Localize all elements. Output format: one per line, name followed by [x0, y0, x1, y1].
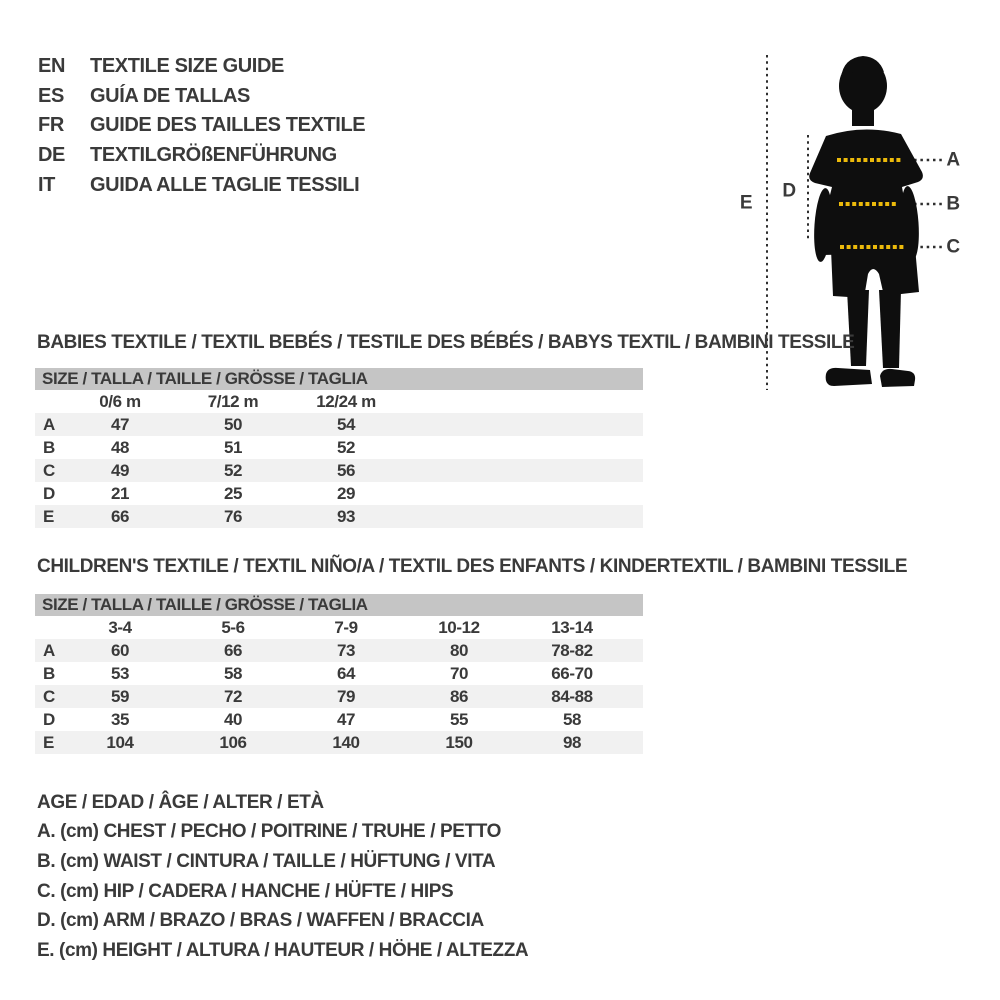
- column-header: 12/24 m: [316, 392, 376, 411]
- cell-value: 66: [110, 507, 130, 526]
- babies-section-title: BABIES TEXTILE / TEXTIL BEBÉS / TESTILE DES BÉBÉS / BABYS TEXTIL / BAMBINI TESSILE: [37, 332, 855, 353]
- cell-value: 48: [110, 438, 130, 457]
- guide-title: TEXTILGRÖßENFÜHRUNG: [90, 144, 337, 167]
- cell-value: 50: [223, 415, 243, 434]
- table-row: [35, 662, 643, 685]
- language-code: FR: [38, 114, 64, 137]
- row-label: A: [43, 641, 55, 660]
- cell-value: 98: [562, 733, 582, 752]
- cell-value: 58: [223, 664, 243, 683]
- cell-value: 104: [106, 733, 134, 752]
- cell-value: 84-88: [551, 687, 593, 706]
- guide-title: GUIDE DES TAILLES TEXTILE: [90, 114, 366, 137]
- cell-value: 25: [223, 484, 243, 503]
- measurement-legend: [37, 788, 528, 966]
- table-row: [35, 436, 643, 459]
- table-row: [35, 505, 643, 528]
- cell-value: 72: [223, 687, 243, 706]
- cell-value: 52: [336, 438, 356, 457]
- guide-title: GUÍA DE TALLAS: [90, 84, 250, 107]
- row-label: B: [43, 438, 55, 457]
- row-label: B: [43, 664, 55, 683]
- cell-value: 93: [336, 507, 356, 526]
- legend-line: A. (cm) CHEST / PECHO / POITRINE / TRUHE / PETTO: [37, 821, 501, 843]
- table-row: [35, 731, 643, 754]
- cell-value: 59: [110, 687, 130, 706]
- cell-value: 79: [336, 687, 356, 706]
- arm-letter: D: [782, 180, 796, 202]
- cell-value: 21: [110, 484, 130, 503]
- cell-value: 56: [336, 461, 356, 480]
- size-header-bar: SIZE / TALLA / TAILLE / GRÖSSE / TAGLIA: [35, 368, 643, 390]
- legend-line: E. (cm) HEIGHT / ALTURA / HAUTEUR / HÖHE / ALTEZZA: [37, 939, 529, 961]
- cell-value: 66-70: [551, 664, 593, 683]
- cell-value: 78-82: [551, 641, 593, 660]
- cell-value: 66: [223, 641, 243, 660]
- column-header-row: [35, 390, 643, 413]
- cell-value: 51: [223, 438, 243, 457]
- column-header: 3-4: [108, 618, 132, 637]
- hip-letter: C: [946, 236, 960, 258]
- column-header-row: [35, 616, 643, 639]
- table-row: [35, 685, 643, 708]
- cell-value: 64: [336, 664, 356, 683]
- row-label: D: [43, 710, 55, 729]
- chest-letter: A: [946, 149, 960, 171]
- row-label: E: [43, 507, 54, 526]
- cell-value: 54: [336, 415, 356, 434]
- language-title-row: [38, 82, 365, 112]
- language-code: EN: [38, 55, 65, 78]
- height-letter: E: [739, 192, 753, 214]
- babies-size-table: [35, 368, 643, 528]
- legend-line: D. (cm) ARM / BRAZO / BRAS / WAFFEN / BRACCIA: [37, 910, 484, 932]
- language-code: IT: [38, 173, 55, 196]
- guide-title: GUIDA ALLE TAGLIE TESSILI: [90, 173, 360, 196]
- column-header: 7/12 m: [207, 392, 259, 411]
- cell-value: 60: [110, 641, 130, 660]
- language-title-row: [38, 111, 365, 141]
- table-row: [35, 639, 643, 662]
- cell-value: 47: [336, 710, 356, 729]
- cell-value: 86: [449, 687, 469, 706]
- table-row: [35, 459, 643, 482]
- column-header: 0/6 m: [99, 392, 141, 411]
- language-code: ES: [38, 84, 64, 107]
- cell-value: 76: [223, 507, 243, 526]
- size-header-bar: SIZE / TALLA / TAILLE / GRÖSSE / TAGLIA: [35, 594, 643, 616]
- column-header: 13-14: [551, 618, 593, 637]
- guide-title: TEXTILE SIZE GUIDE: [90, 55, 284, 78]
- cell-value: 29: [336, 484, 356, 503]
- legend-line: AGE / EDAD / ÂGE / ALTER / ETÀ: [37, 791, 324, 813]
- cell-value: 106: [219, 733, 247, 752]
- cell-value: 150: [445, 733, 473, 752]
- cell-value: 47: [110, 415, 130, 434]
- row-label: C: [43, 687, 55, 706]
- cell-value: 40: [223, 710, 243, 729]
- column-header: 7-9: [334, 618, 358, 637]
- table-row: [35, 708, 643, 731]
- cell-value: 58: [562, 710, 582, 729]
- children-section-title: CHILDREN'S TEXTILE / TEXTIL NIÑO/A / TEXTIL DES ENFANTS / KINDERTEXTIL / BAMBINI TESSILE: [37, 556, 908, 577]
- cell-value: 73: [336, 641, 356, 660]
- column-header: 5-6: [221, 618, 245, 637]
- language-title-row: [38, 141, 365, 171]
- row-label: E: [43, 733, 54, 752]
- language-title-row: [38, 52, 365, 82]
- cell-value: 53: [110, 664, 130, 683]
- legend-line: B. (cm) WAIST / CINTURA / TAILLE / HÜFTUNG / VITA: [37, 850, 496, 872]
- legend-line: C. (cm) HIP / CADERA / HANCHE / HÜFTE / HIPS: [37, 880, 454, 902]
- table-row: [35, 482, 643, 505]
- table-row: [35, 413, 643, 436]
- waist-letter: B: [946, 193, 960, 215]
- row-label: D: [43, 484, 55, 503]
- cell-value: 52: [223, 461, 243, 480]
- row-label: A: [43, 415, 55, 434]
- language-title-row: [38, 170, 365, 200]
- cell-value: 140: [332, 733, 360, 752]
- column-header: 10-12: [438, 618, 480, 637]
- language-code: DE: [38, 144, 65, 167]
- children-size-table: [35, 594, 643, 754]
- language-title-block: [38, 52, 365, 200]
- cell-value: 49: [110, 461, 130, 480]
- cell-value: 35: [110, 710, 130, 729]
- cell-value: 55: [449, 710, 469, 729]
- row-label: C: [43, 461, 55, 480]
- cell-value: 80: [449, 641, 469, 660]
- cell-value: 70: [449, 664, 469, 683]
